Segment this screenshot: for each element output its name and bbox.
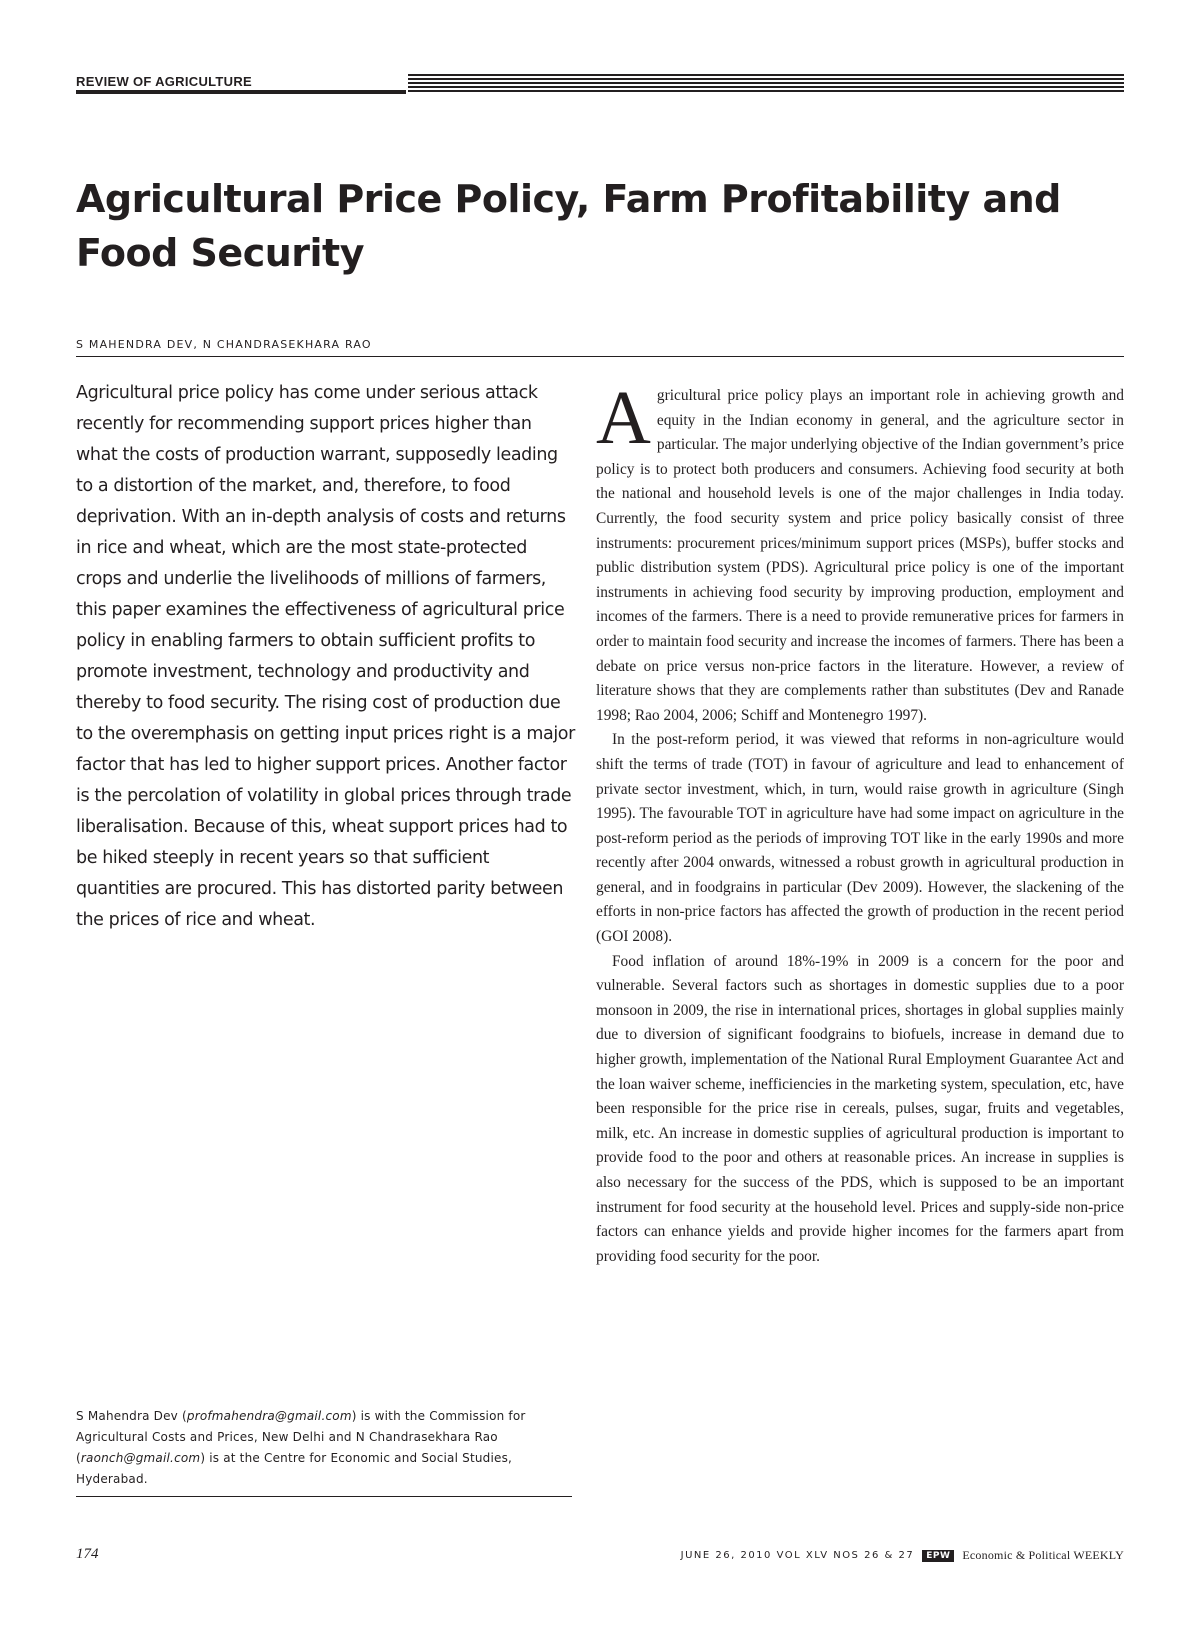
author-email-2: raonch@gmail.com xyxy=(80,1451,201,1465)
author-footnote xyxy=(76,1406,576,1490)
footnote-text-3: ) is at the Centre for Economic and Social Studies, Hyderabad. xyxy=(76,1451,513,1486)
issue-date: JUNE 26, 2010 VOL XLV NOS 26 & 27 xyxy=(680,1550,915,1561)
footnote-text-1: S Mahendra Dev ( xyxy=(76,1409,187,1423)
article-authors: S MAHENDRA DEV, N CHANDRASEKHARA RAO xyxy=(76,338,372,351)
section-label: REVIEW OF AGRICULTURE xyxy=(76,74,253,89)
section-rule xyxy=(76,90,406,94)
footnote-divider xyxy=(76,1496,572,1497)
footnote-text-2: ) is with the Commission for Agricultural Costs and Prices, New Delhi and N Chandrasekhara Rao ( xyxy=(76,1409,526,1465)
authors-divider xyxy=(76,356,1124,357)
author-email-1: profmahendra@gmail.com xyxy=(186,1409,352,1423)
abstract: Agricultural price policy has come under serious attack recently for recommending support prices higher than what the costs of production warrant, supposedly leading to a distortion of the market, and, therefore, to food deprivation. With an in-depth analysis of costs and returns in rice and wheat, which are the most state-protected crops and underlie the livelihoods of millions of farmers, this paper examines the effectiveness of agricultural price policy in enabling farmers to obtain sufficient profits to promote investment, technology and productivity and thereby to food security. The rising cost of production due to the overemphasis on getting input prices right is a major factor that has led to higher support prices. Another factor is the percolation of volatility in global prices through trade liberalisation. Because of this, wheat support prices had to be hiked steeply in recent years so that sufficient quantities are procured. This has distorted parity between the prices of rice and wheat. xyxy=(76,383,575,930)
section-stripes xyxy=(408,74,1124,94)
article-title: Agricultural Price Policy, Farm Profitability and Food Security xyxy=(76,177,1061,275)
body-column xyxy=(596,376,1124,1269)
body-paragraph-1-text: gricultural price policy plays an important role in achieving growth and equity in the Indian economy in general, and the agriculture sector in particular. The major underlying objective of the Indian government’s price policy is to protect both producers and consumers. Achieving food security at both the national and household levels is one of the major challenges in India today. Currently, the food security system and price policy basically consist of three instruments: procurement prices/minimum support prices (MSPs), buffer stocks and public distribution system (PDS). Agricultural price policy is one of the important instruments in achieving food security by improving production, employment and incomes of the farmers. There is a need to provide remunerative prices for farmers in order to maintain food security and increase the incomes of farmers. There has been a debate on price versus non-price factors in the literature. However, a review of literature shows that they are complements rather than substitutes (Dev and Ranade 1998; Rao 2004, 2006; Schiff and Montenegro 1997). xyxy=(596,387,1124,724)
page-number: 174 xyxy=(76,1546,99,1562)
body-paragraph-2: In the post-reform period, it was viewed that reforms in non-agriculture would shift the terms of trade (TOT) in favour of agriculture and lead to enhancement of private sector investment, which, in turn, would raise growth in agriculture (Singh 1995). The favourable TOT in agriculture have had some impact on agriculture in the post-reform period as the periods of improving TOT like in the early 1990s and more recently after 2004 onwards, witnessed a robust growth in agricultural production in general, and in foodgrains in particular (Dev 2009). However, the slackening of the efforts in non-price factors has affected the growth of production in the recent period (GOI 2008). xyxy=(596,731,1124,946)
epw-badge: EPW xyxy=(922,1550,954,1562)
page-footer xyxy=(681,1548,1124,1563)
drop-cap: A xyxy=(596,376,651,460)
magazine-name: Economic & Political WEEKLY xyxy=(962,1548,1124,1562)
body-paragraph-1 xyxy=(596,376,1124,728)
body-paragraph-3: Food inflation of around 18%-19% in 2009 is a concern for the poor and vulnerable. Several factors such as shortages in domestic supplies due to a poor monsoon in 2009, the rise in international prices, shortages in global supplies mainly due to diversion of significant foodgrains to biofuels, increase in demand due to higher growth, implementation of the National Rural Employment Guarantee Act and the loan waiver scheme, inefficiencies in the marketing system, speculation, etc, have been responsible for the price rise in cereals, pulses, sugar, fruits and vegetables, milk, etc. An increase in domestic supplies of agricultural production is important to provide food to the poor and others at reasonable prices. An increase in supplies is also necessary for the success of the PDS, which is supposed to be an important instrument for food security at the household level. Prices and supply-side non-price factors can enhance yields and provide higher incomes for the farmers apart from providing food security for the poor. xyxy=(596,952,1124,1265)
